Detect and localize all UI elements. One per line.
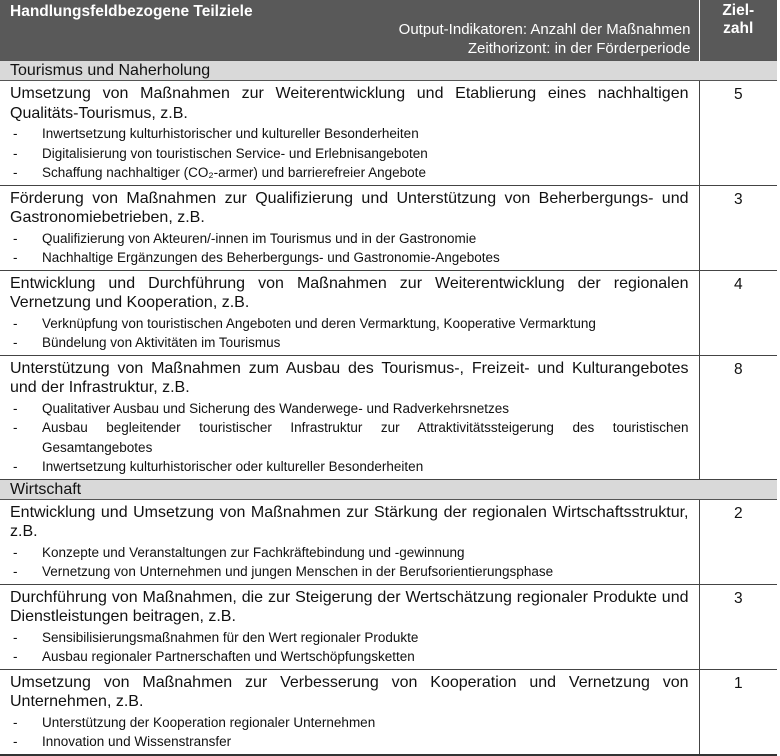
section-header-row xyxy=(0,479,777,499)
dash-bullet-icon: - xyxy=(13,315,18,331)
dash-bullet-icon: - xyxy=(13,165,18,180)
measure-item xyxy=(10,732,689,752)
measure-item xyxy=(10,457,689,477)
target-count: 3 xyxy=(699,584,777,669)
target-count: 3 xyxy=(699,185,777,270)
goal-row xyxy=(0,669,777,755)
dash-bullet-icon: - xyxy=(13,629,18,645)
measure-text: Bündelung von Aktivitäten im Tourismus xyxy=(42,335,281,350)
header-time-horizon: Zeithorizont: in der Förderperiode xyxy=(467,40,691,57)
measure-item xyxy=(10,314,689,334)
goal-row xyxy=(0,584,777,669)
section-title: Tourismus und Naherholung xyxy=(0,61,777,81)
goal-row xyxy=(0,355,777,479)
goal-title: Durchführung von Maßnahmen, die zur Steigerung der Wertschätzung regionaler Produkte und Dienstleistungen beitragen, z.B. xyxy=(10,588,689,625)
measure-list xyxy=(10,713,689,752)
goal-row xyxy=(0,81,777,186)
goal-cell xyxy=(0,584,699,669)
measure-item xyxy=(10,333,689,353)
measure-text: Konzepte und Veranstaltungen zur Fachkräftebindung und -gewinnung xyxy=(42,544,465,560)
measure-item xyxy=(10,229,689,249)
header-left-cell xyxy=(0,0,699,61)
measure-item xyxy=(10,163,689,183)
dash-bullet-icon: - xyxy=(13,230,18,246)
section-title: Wirtschaft xyxy=(0,479,777,499)
measure-list xyxy=(10,229,689,268)
measure-text: Ausbau begleitender touristischer Infrastruktur zur Attraktivitätssteigerung des touristischen Gesamtangebotes xyxy=(42,420,689,455)
measure-list xyxy=(10,543,689,582)
measure-text: Ausbau regionaler Partnerschaften und Wertschöpfungsketten xyxy=(42,649,415,664)
goal-row xyxy=(0,185,777,270)
measure-text: Unterstützung der Kooperation regionaler Unternehmen xyxy=(42,714,376,730)
target-count: 4 xyxy=(699,270,777,355)
measure-item xyxy=(10,399,689,419)
dash-bullet-icon: - xyxy=(13,420,18,435)
header-subtitles xyxy=(399,20,691,58)
goal-cell xyxy=(0,355,699,479)
goal-title: Entwicklung und Durchführung von Maßnahmen zur Weiterentwicklung der regionalen Vernetzung und Kooperation, z.B. xyxy=(10,274,689,311)
header-title: Handlungsfeldbezogene Teilziele xyxy=(10,3,253,20)
dash-bullet-icon: - xyxy=(13,544,18,560)
table-header-row xyxy=(0,0,777,61)
goal-cell xyxy=(0,185,699,270)
measure-item xyxy=(10,562,689,582)
measure-text: Innovation und Wissenstransfer xyxy=(42,734,232,749)
measure-item xyxy=(10,628,689,648)
measure-item xyxy=(10,248,689,268)
measure-item xyxy=(10,418,689,457)
goal-cell xyxy=(0,270,699,355)
header-output-indicators: Output-Indikatoren: Anzahl der Maßnahmen xyxy=(398,21,691,38)
measure-text: Inwertsetzung kulturhistorischer und kultureller Besonderheiten xyxy=(42,126,419,141)
goal-cell xyxy=(0,499,699,584)
measure-item xyxy=(10,144,689,164)
goal-row xyxy=(0,270,777,355)
measure-item xyxy=(10,543,689,563)
measure-item xyxy=(10,647,689,667)
section-header-row xyxy=(0,61,777,81)
dash-bullet-icon: - xyxy=(13,734,18,749)
measure-text: Qualifizierung von Akteuren/-innen im Tourismus und in der Gastronomie xyxy=(42,230,477,246)
measure-item xyxy=(10,713,689,733)
measure-list xyxy=(10,399,689,477)
goal-title: Entwicklung und Umsetzung von Maßnahmen zur Stärkung der regionalen Wirtschaftsstruktur, z.B. xyxy=(10,503,689,540)
measure-text: Inwertsetzung kulturhistorischer oder kultureller Besonderheiten xyxy=(42,459,424,474)
goal-row xyxy=(0,499,777,584)
goal-title: Unterstützung von Maßnahmen zum Ausbau des Tourismus-, Freizeit- und Kulturangebotes und der Infrastruktur, z.B. xyxy=(10,359,689,396)
dash-bullet-icon: - xyxy=(13,335,18,350)
measure-text: Sensibilisierungsmaßnahmen für den Wert regionaler Produkte xyxy=(42,629,419,645)
dash-bullet-icon: - xyxy=(13,250,18,265)
goal-title: Umsetzung von Maßnahmen zur Weiterentwicklung und Etablierung eines nachhaltigen Qualitäts-Tourismus, z.B. xyxy=(10,85,689,122)
measure-text: Nachhaltige Ergänzungen des Beherbergungs- und Gastronomie-Angebotes xyxy=(42,250,500,265)
target-count: 1 xyxy=(699,669,777,755)
header-target-line1: Ziel- xyxy=(722,2,755,19)
dash-bullet-icon: - xyxy=(13,126,18,141)
measure-list xyxy=(10,314,689,353)
measure-text: Qualitativer Ausbau und Sicherung des Wanderwege- und Radverkehrsnetzes xyxy=(42,400,510,416)
target-count: 2 xyxy=(699,499,777,584)
measure-list xyxy=(10,124,689,183)
goal-title: Umsetzung von Maßnahmen zur Verbesserung von Kooperation und Vernetzung von Unternehmen, z.B. xyxy=(10,673,689,710)
target-count: 5 xyxy=(699,81,777,186)
dash-bullet-icon: - xyxy=(13,145,18,161)
goal-cell xyxy=(0,669,699,755)
dash-bullet-icon: - xyxy=(13,564,18,579)
dash-bullet-icon: - xyxy=(13,400,18,416)
measure-text: Schaffung nachhaltiger (CO₂-armer) und barrierefreier Angebote xyxy=(42,165,426,180)
header-target-line2: zahl xyxy=(723,20,754,37)
dash-bullet-icon: - xyxy=(13,459,18,474)
measure-text: Verknüpfung von touristischen Angeboten und deren Vermarktung, Kooperative Vermarktung xyxy=(42,315,596,331)
goal-title: Förderung von Maßnahmen zur Qualifizierung und Unterstützung von Beherbergungs- und Gastronomiebetrieben, z.B. xyxy=(10,189,689,226)
dash-bullet-icon: - xyxy=(13,649,18,664)
goal-cell xyxy=(0,81,699,186)
measure-item xyxy=(10,124,689,144)
target-count: 8 xyxy=(699,355,777,479)
header-target-cell xyxy=(699,0,777,61)
measure-list xyxy=(10,628,689,667)
dash-bullet-icon: - xyxy=(13,714,18,730)
measure-text: Digitalisierung von touristischen Service- und Erlebnisangeboten xyxy=(42,145,428,161)
measure-text: Vernetzung von Unternehmen und jungen Menschen in der Berufsorientierungsphase xyxy=(42,564,554,579)
